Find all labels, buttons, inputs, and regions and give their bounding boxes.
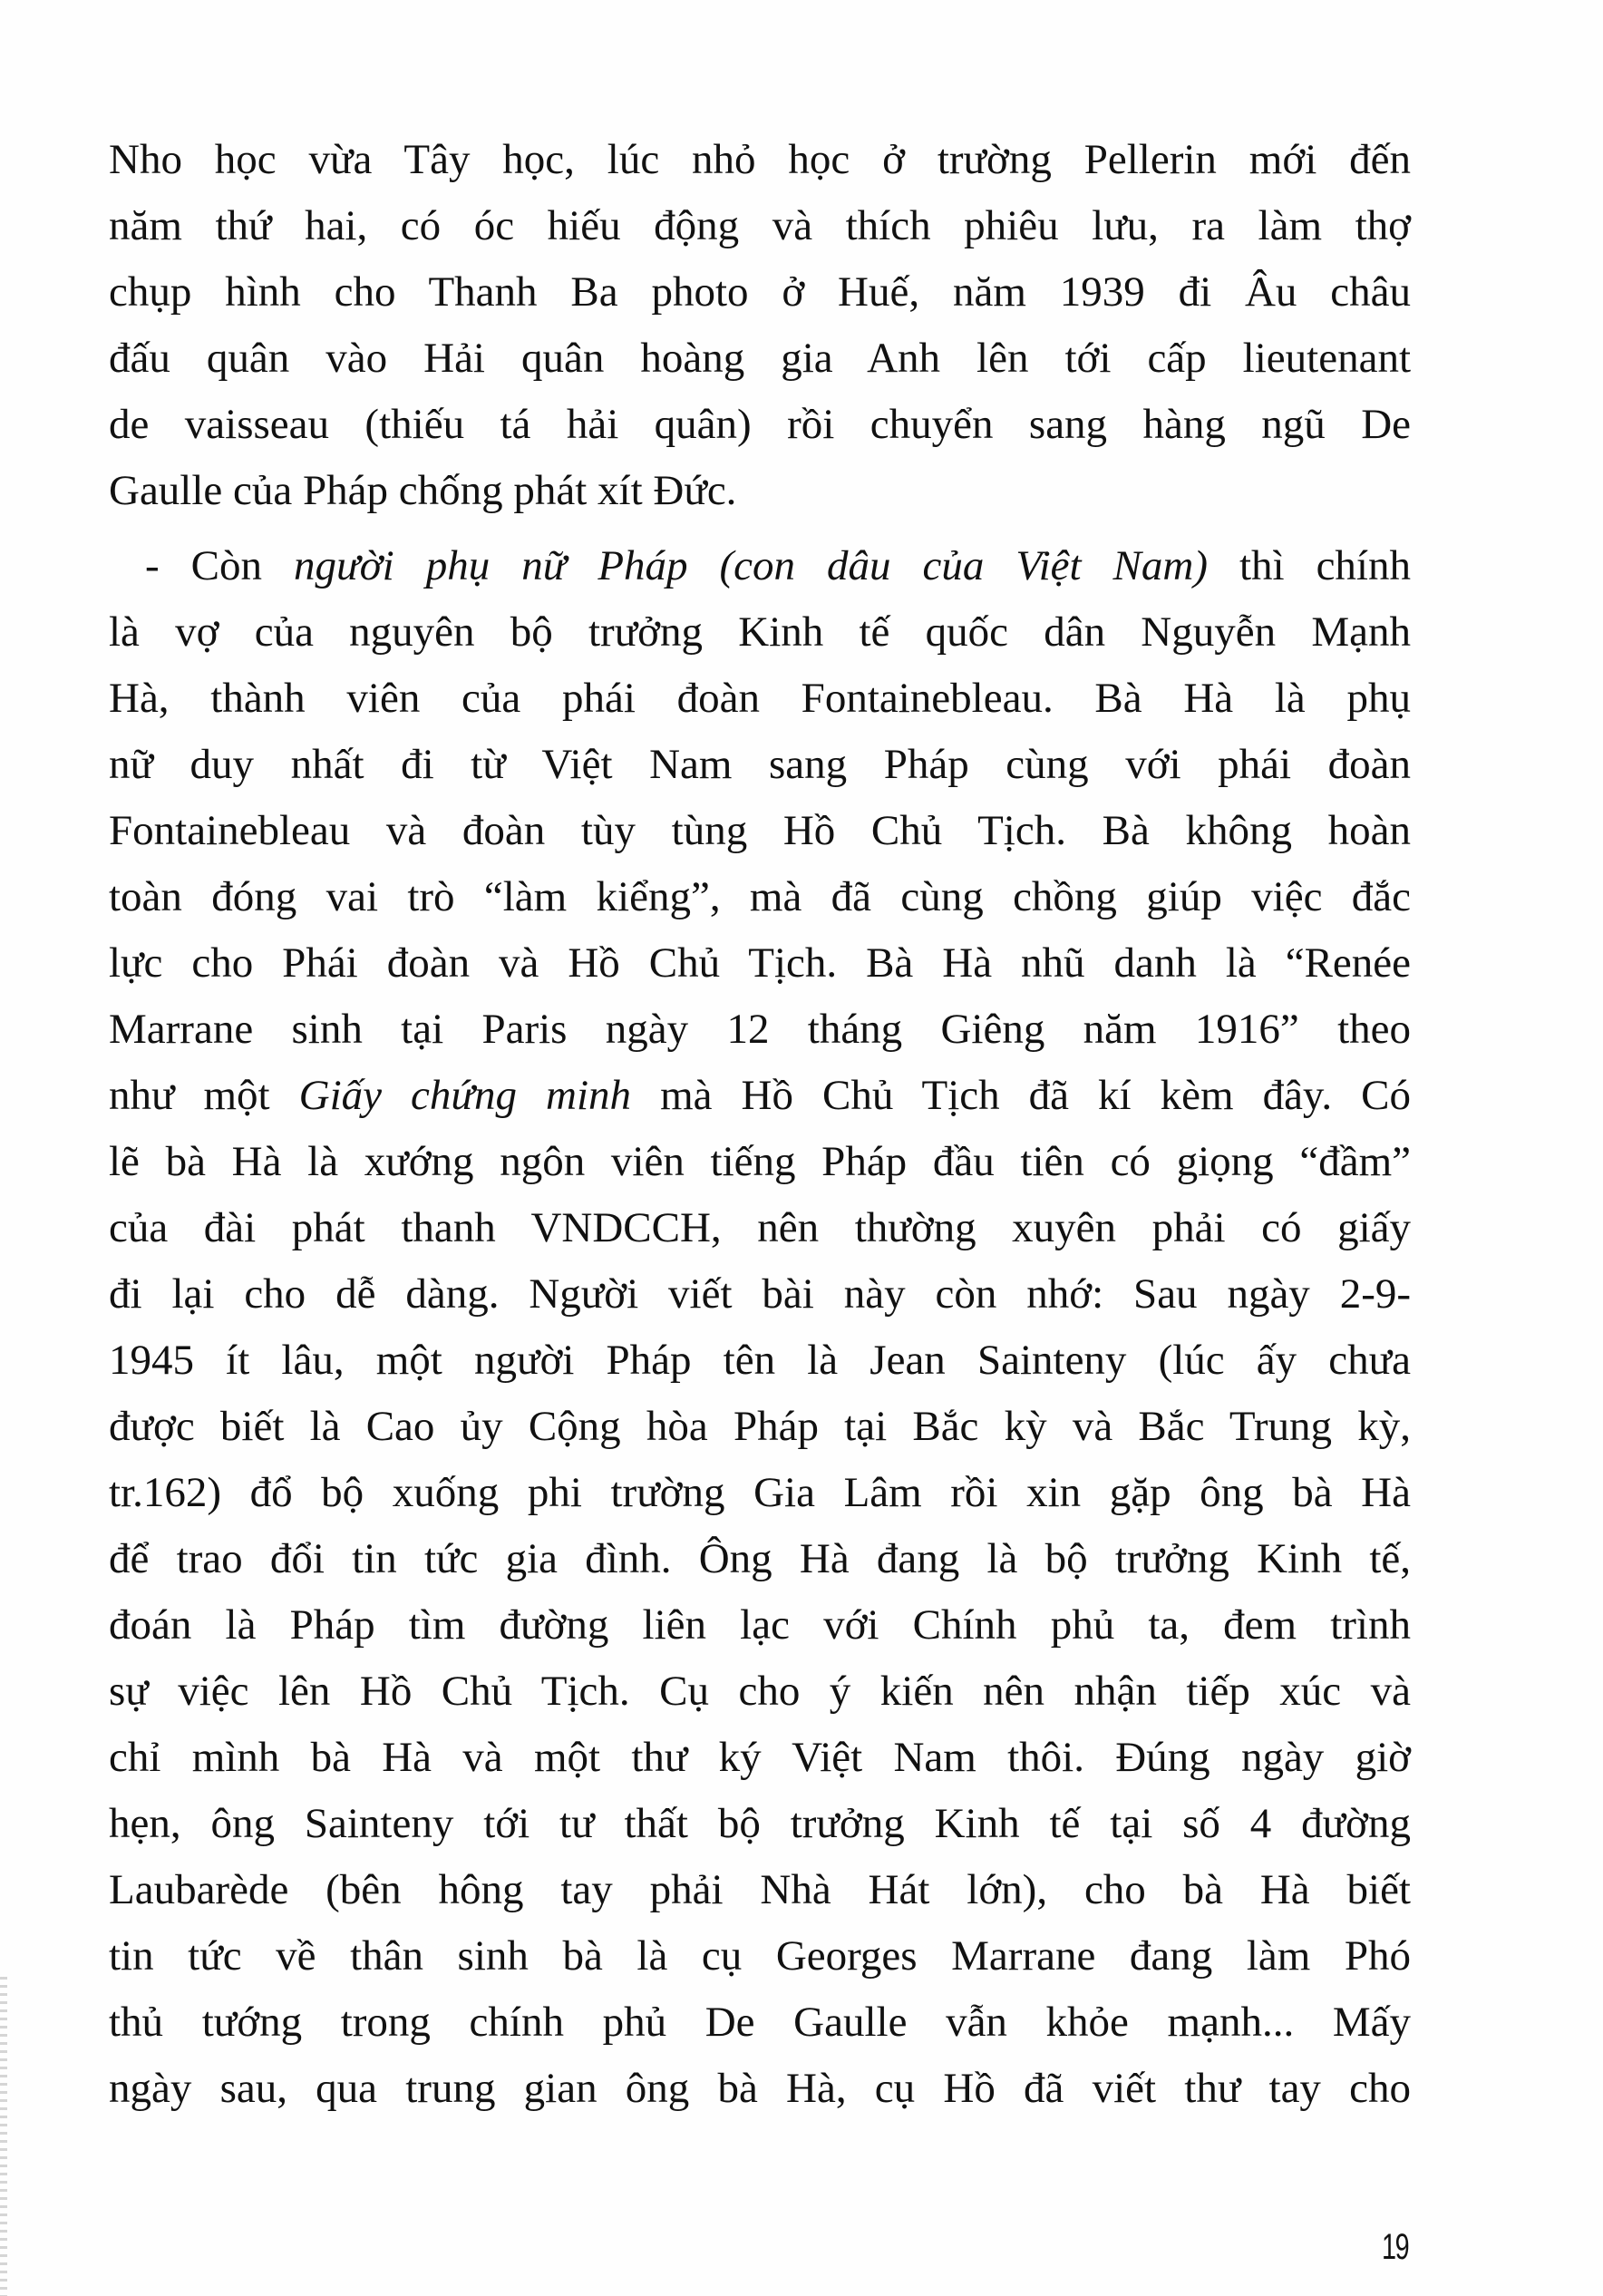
text-line (109, 1460, 1411, 1526)
text-line (109, 864, 1411, 930)
text-line (109, 666, 1411, 732)
text-line (109, 798, 1411, 864)
body-text (109, 127, 1411, 2122)
text-line (109, 1063, 1411, 1129)
text-segment: mà Hồ Chủ Tịch đã kí kèm đây. Có (631, 1072, 1411, 1119)
text-segment: tin tức về thân sinh bà là cụ Georges Marrane đang làm Phó (109, 1932, 1411, 1980)
text-segment: của đài phát thanh VNDCCH, nên thường xuyên phải có giấy (109, 1204, 1411, 1251)
text-segment: thủ tướng trong chính phủ De Gaulle vẫn khỏe mạnh... Mấy (109, 1999, 1411, 2046)
text-line (109, 1923, 1411, 1990)
text-line (109, 458, 1411, 524)
text-line (109, 1394, 1411, 1460)
text-segment: 1945 ít lâu, một người Pháp tên là Jean Sainteny (lúc ấy chưa (109, 1337, 1411, 1384)
text-segment: để trao đổi tin tức gia đình. Ông Hà đang là bộ trưởng Kinh tế, (109, 1535, 1411, 1582)
text-line (109, 1857, 1411, 1923)
text-segment: đi lại cho dễ dàng. Người viết bài này còn nhớ: Sau ngày 2-9- (109, 1270, 1411, 1318)
text-segment: Laubarède (bên hông tay phải Nhà Hát lớn), cho bà Hà biết (109, 1866, 1411, 1913)
text-line (109, 1659, 1411, 1725)
text-line (109, 1195, 1411, 1261)
italic-text-segment: người phụ nữ Pháp (con dâu của Việt Nam) (293, 542, 1208, 589)
text-line (109, 127, 1411, 193)
text-line (109, 1129, 1411, 1195)
text-segment: Nho học vừa Tây học, lúc nhỏ học ở trường Pellerin mới đến (109, 136, 1411, 183)
text-line (109, 1592, 1411, 1659)
text-line (109, 259, 1411, 326)
text-segment: Hà, thành viên của phái đoàn Fontainebleau. Bà Hà là phụ (109, 675, 1411, 722)
text-line (109, 930, 1411, 997)
text-line (109, 1328, 1411, 1394)
text-line (109, 1791, 1411, 1857)
text-line (109, 599, 1411, 666)
text-line (109, 1261, 1411, 1328)
text-segment: lực cho Phái đoàn và Hồ Chủ Tịch. Bà Hà nhũ danh là “Renée (109, 939, 1411, 987)
text-segment: - Còn (145, 542, 294, 589)
text-segment: nữ duy nhất đi từ Việt Nam sang Pháp cùng với phái đoàn (109, 741, 1411, 788)
text-segment: toàn đóng vai trò “làm kiểng”, mà đã cùng chồng giúp việc đắc (109, 873, 1411, 920)
text-segment: được biết là Cao ủy Cộng hòa Pháp tại Bắc kỳ và Bắc Trung kỳ, (109, 1403, 1411, 1450)
text-line (109, 533, 1411, 599)
paragraph-2 (109, 533, 1411, 2122)
text-line (109, 997, 1411, 1063)
text-segment: là vợ của nguyên bộ trưởng Kinh tế quốc dân Nguyễn Mạnh (109, 608, 1411, 656)
text-line (109, 193, 1411, 259)
text-segment: ngày sau, qua trung gian ông bà Hà, cụ Hồ đã viết thư tay cho (109, 2065, 1411, 2112)
text-segment: de vaisseau (thiếu tá hải quân) rồi chuyển sang hàng ngũ De (109, 401, 1411, 448)
text-segment: Fontainebleau và đoàn tùy tùng Hồ Chủ Tịch. Bà không hoàn (109, 807, 1411, 854)
page-number: 19 (1382, 2227, 1409, 2267)
text-line (109, 1990, 1411, 2056)
text-segment: như một (109, 1072, 299, 1119)
paragraph-1 (109, 127, 1411, 524)
text-segment: đấu quân vào Hải quân hoàng gia Anh lên tới cấp lieutenant (109, 335, 1411, 382)
text-line (109, 392, 1411, 458)
text-segment: lẽ bà Hà là xướng ngôn viên tiếng Pháp đầu tiên có giọng “đầm” (109, 1138, 1411, 1185)
scan-edge-artifact (0, 1977, 7, 2296)
text-segment: hẹn, ông Sainteny tới tư thất bộ trưởng Kinh tế tại số 4 đường (109, 1800, 1411, 1847)
text-segment: chụp hình cho Thanh Ba photo ở Huế, năm 1939 đi Âu châu (109, 268, 1411, 316)
text-segment: năm thứ hai, có óc hiếu động và thích phiêu lưu, ra làm thợ (109, 202, 1411, 249)
text-segment: tr.162) đổ bộ xuống phi trường Gia Lâm rồi xin gặp ông bà Hà (109, 1469, 1411, 1516)
text-segment: thì chính (1207, 542, 1411, 589)
text-line (109, 326, 1411, 392)
text-line (109, 1526, 1411, 1592)
italic-text-segment: Giấy chứng minh (298, 1072, 632, 1119)
text-segment: sự việc lên Hồ Chủ Tịch. Cụ cho ý kiến nên nhận tiếp xúc và (109, 1668, 1411, 1715)
text-segment: Marrane sinh tại Paris ngày 12 tháng Giêng năm 1916” theo (109, 1006, 1411, 1053)
text-segment: chỉ mình bà Hà và một thư ký Việt Nam thôi. Đúng ngày giờ (109, 1734, 1411, 1781)
text-line (109, 732, 1411, 798)
text-line (109, 2056, 1411, 2122)
text-segment: Gaulle của Pháp chống phát xít Đức. (109, 467, 737, 514)
text-line (109, 1725, 1411, 1791)
text-segment: đoán là Pháp tìm đường liên lạc với Chính phủ ta, đem trình (109, 1601, 1411, 1649)
